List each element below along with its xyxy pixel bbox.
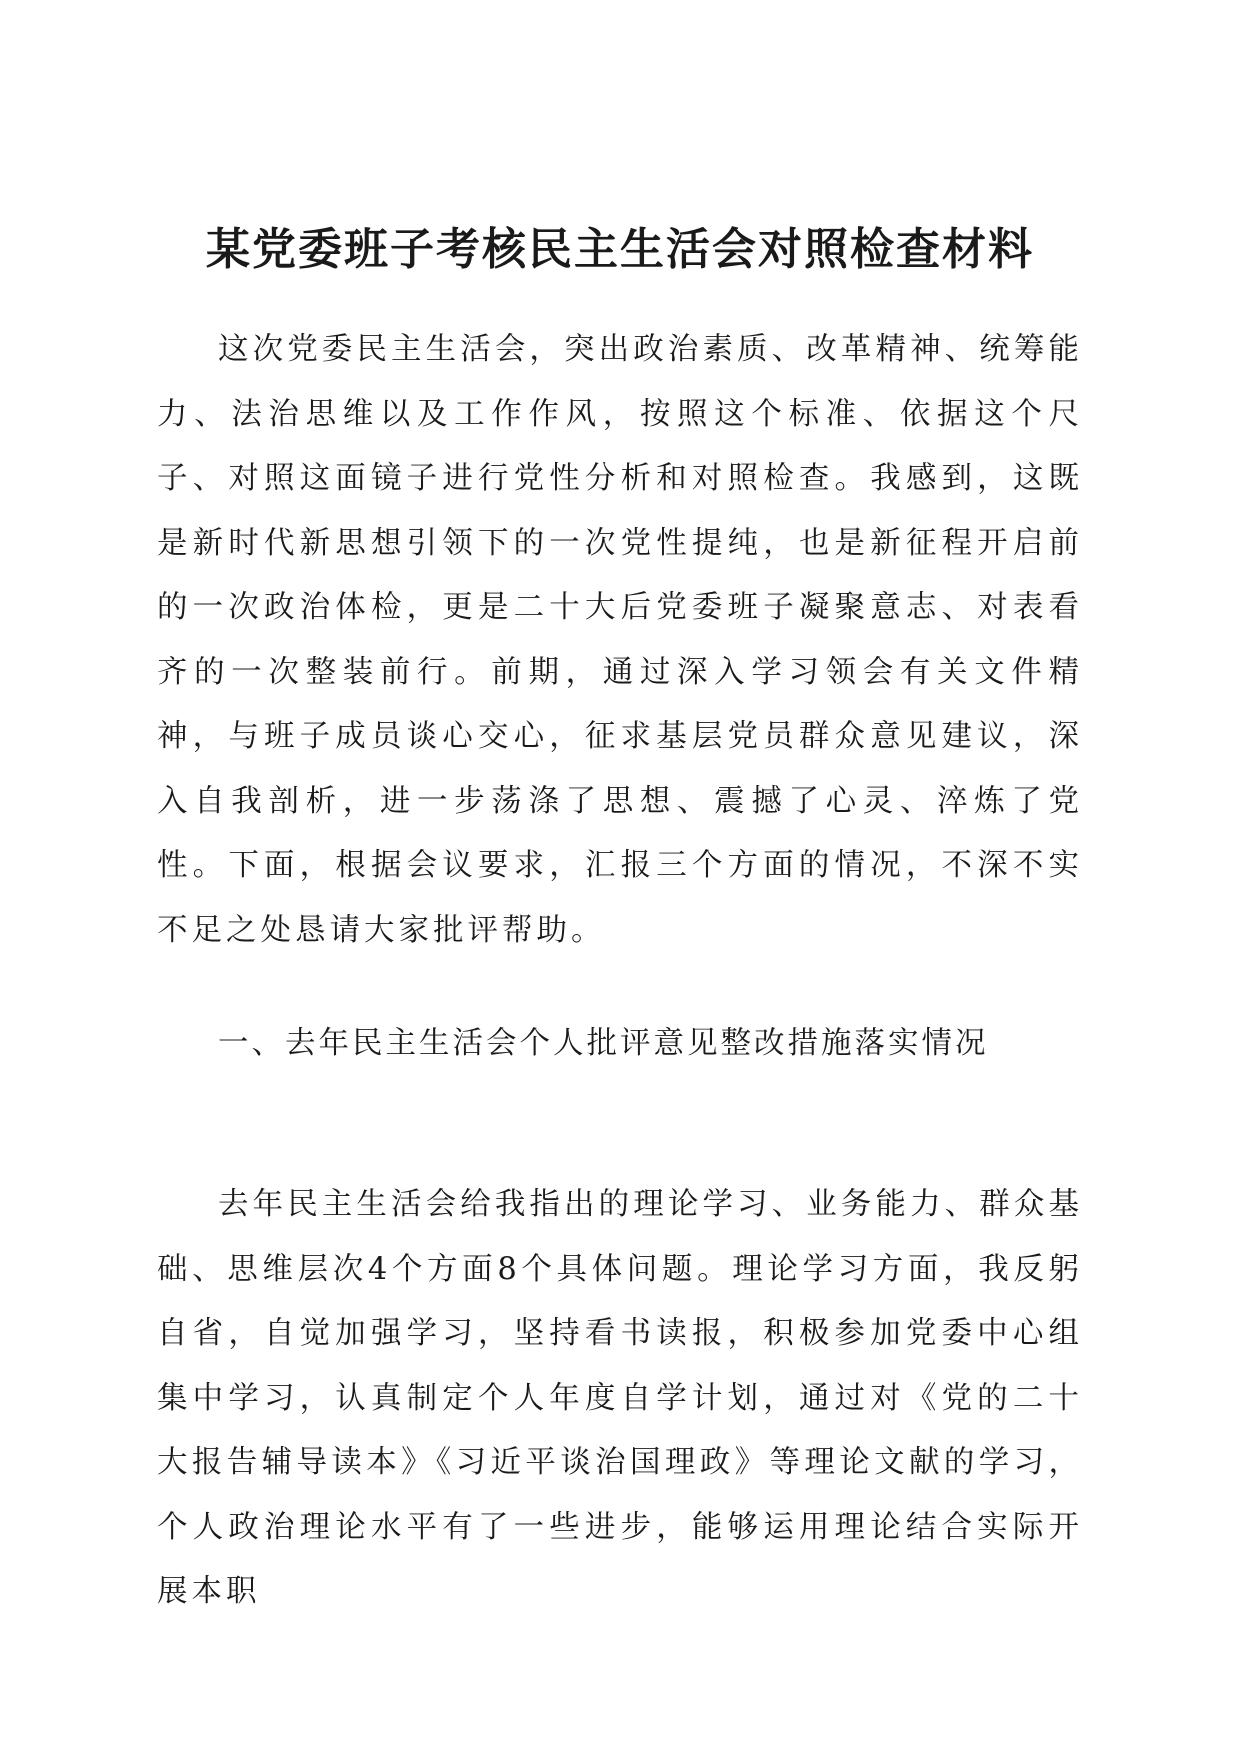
intro-paragraph: 这次党委民主生活会，突出政治素质、改革精神、统筹能力、法治思维以及工作作风，按照这个标准、依据这个尺子、对照这面镜子进行党性分析和对照检查。我感到，这既是新时代新思想引领下的一次党性提纯，也是新征程开启前的一次政治体检，更是二十大后党委班子凝聚意志、对表看齐的一次整装前行。前期，通过深入学习领会有关文件精神，与班子成员谈心交心，征求基层党员群众意见建议，深入自我剖析，进一步荡涤了思想、震撼了心灵、淬炼了党性。下面，根据会议要求，汇报三个方面的情况，不深不实不足之处恳请大家批评帮助。 bbox=[157, 332, 1083, 948]
document-title: 某党委班子考核民主生活会对照检查材料 bbox=[206, 224, 1034, 275]
section-1-paragraph: 去年民主生活会给我指出的理论学习、业务能力、群众基础、思维层次4个方面8个具体问题。理论学习方面，我反躬自省，自觉加强学习，坚持看书读报，积极参加党委中心组集中学习，认真制定个人年度自学计划，通过对《党的二十大报告辅导读本》《习近平谈治国理政》等理论文献的学习，个人政治理论水平有了一些进步，能够运用理论结合实际开展本职 bbox=[157, 1187, 1083, 1609]
section-1-heading: 一、去年民主生活会个人批评意见整改措施落实情况 bbox=[218, 1026, 989, 1061]
